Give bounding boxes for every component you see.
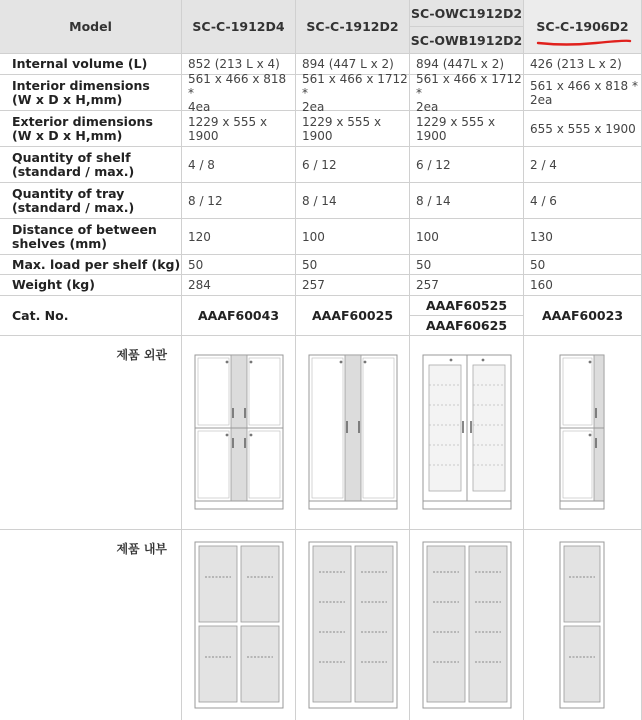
spec-value-text: 1229 x 555 x 1900 xyxy=(302,114,382,143)
spec-value-line: 2ea xyxy=(302,99,325,114)
row-label xyxy=(0,54,182,75)
interior-image-1 xyxy=(182,530,296,720)
spec-value xyxy=(524,111,642,147)
spec-value-text: 426 (213 L x 2) xyxy=(530,57,622,71)
spec-value xyxy=(524,255,642,275)
cat-no-4 xyxy=(524,296,642,336)
cat-no-text: AAAF60625 xyxy=(425,318,508,333)
exterior-image-1 xyxy=(182,336,296,530)
row-label-line: (standard / max.) xyxy=(12,199,135,215)
spec-value xyxy=(410,219,524,255)
spec-value-text: 6 / 12 xyxy=(302,157,337,172)
spec-value xyxy=(182,147,296,183)
cat-label-text: Cat. No. xyxy=(12,307,69,323)
exterior-image-4 xyxy=(524,336,642,530)
header-model-label xyxy=(0,0,182,54)
cat-no-text: AAAF60023 xyxy=(541,308,624,323)
spec-value xyxy=(296,255,410,275)
spec-value xyxy=(182,219,296,255)
exterior-image-3 xyxy=(410,336,524,530)
spec-value xyxy=(410,183,524,219)
cabinet-glass-door-interior-icon xyxy=(421,540,513,710)
spec-value-text: 4 / 6 xyxy=(530,193,557,208)
spec-value-text: 4 / 8 xyxy=(188,157,215,172)
spec-value xyxy=(296,275,410,296)
row-label xyxy=(0,275,182,296)
interior-image-3 xyxy=(410,530,524,720)
row-label xyxy=(0,255,182,275)
row-label xyxy=(0,147,182,183)
row-label-line: Quantity of tray xyxy=(12,185,125,201)
spec-value-text: 655 x 555 x 1900 xyxy=(530,121,636,136)
model-name: SC-C-1912D4 xyxy=(192,19,285,34)
spec-value-text: 852 (213 L x 4) xyxy=(188,57,280,71)
interior-label-text: 제품 내부 xyxy=(116,542,167,556)
cat-no-text: AAAF60025 xyxy=(311,308,394,323)
spec-value xyxy=(182,183,296,219)
row-label-line: Max. load per shelf (kg) xyxy=(12,256,181,272)
model-name: SC-OWC1912D2 xyxy=(410,5,523,21)
cat-no-text: AAAF60525 xyxy=(425,298,508,313)
spec-value-text: 50 xyxy=(302,257,318,272)
spec-value-line: 561 x 466 x 1712 * xyxy=(416,71,522,100)
row-label xyxy=(0,111,182,147)
spec-value-text: 50 xyxy=(530,257,546,272)
header-model-2 xyxy=(296,0,410,54)
row-label-line: Internal volume (L) xyxy=(12,56,148,71)
exterior-label-text: 제품 외관 xyxy=(116,348,167,362)
spec-value-text: 160 xyxy=(530,278,553,292)
spec-value xyxy=(524,54,642,75)
spec-value-text: 257 xyxy=(416,278,439,292)
spec-value-text: 130 xyxy=(530,229,553,244)
model-name: SC-C-1906D2 xyxy=(536,19,629,34)
spec-value xyxy=(296,219,410,255)
spec-value-text: 894 (447L x 2) xyxy=(416,57,505,71)
spec-value xyxy=(410,71,524,114)
spec-value-text: 894 (447 L x 2) xyxy=(302,57,394,71)
spec-value xyxy=(296,71,410,114)
model-name: SC-OWB1912D2 xyxy=(410,32,523,48)
spec-value-text: 6 / 12 xyxy=(416,157,451,172)
spec-value xyxy=(296,183,410,219)
spec-value xyxy=(524,183,642,219)
row-label-line: (W x D x H,mm) xyxy=(12,91,123,107)
spec-value-text: 8 / 14 xyxy=(416,193,451,208)
spec-value xyxy=(182,275,296,296)
row-label xyxy=(0,219,182,255)
interior-image-4 xyxy=(524,530,642,720)
header-model-1 xyxy=(182,0,296,54)
model-name: SC-C-1912D2 xyxy=(306,19,399,34)
highlight-underline xyxy=(536,39,632,47)
spec-value xyxy=(410,255,524,275)
exterior-image-2 xyxy=(296,336,410,530)
spec-value xyxy=(410,111,524,147)
cat-no-3a xyxy=(410,296,524,316)
row-label-line: Exterior dimensions xyxy=(12,113,153,129)
row-label-line: Interior dimensions xyxy=(12,77,150,93)
row-label-line: shelves (mm) xyxy=(12,235,107,251)
spec-value-line: 561 x 466 x 818 * xyxy=(188,71,287,100)
interior-label xyxy=(0,530,182,720)
cat-no-1 xyxy=(182,296,296,336)
spec-value-text: 257 xyxy=(302,278,325,292)
interior-image-2 xyxy=(296,530,410,720)
spec-value-text: 284 xyxy=(188,278,211,292)
spec-value xyxy=(524,75,642,111)
spec-value-text: 100 xyxy=(302,229,325,244)
spec-value xyxy=(182,111,296,147)
cat-no-text: AAAF60043 xyxy=(197,308,280,323)
spec-value xyxy=(524,219,642,255)
spec-value xyxy=(296,147,410,183)
spec-value-text: 2 / 4 xyxy=(530,157,557,172)
spec-value-line: 2ea xyxy=(416,99,439,114)
spec-value-text: 50 xyxy=(416,257,432,272)
cat-no-2 xyxy=(296,296,410,336)
row-label-line: Distance of between xyxy=(12,221,157,237)
spec-value xyxy=(182,71,296,114)
spec-value xyxy=(296,111,410,147)
cat-no-3b xyxy=(410,316,524,336)
spec-value-line: 561 x 466 x 818 * xyxy=(530,78,638,93)
row-label-line: Quantity of shelf xyxy=(12,149,131,165)
exterior-label xyxy=(0,336,182,530)
spec-value-line: 561 x 466 x 1712 * xyxy=(302,71,408,100)
cabinet-2door-exterior-icon xyxy=(307,353,399,513)
spec-value-text: 100 xyxy=(416,229,439,244)
cabinet-narrow-exterior-icon xyxy=(558,353,608,513)
row-label xyxy=(0,75,182,111)
spec-value xyxy=(410,275,524,296)
spec-value xyxy=(182,255,296,275)
spec-value-text: 8 / 14 xyxy=(302,193,337,208)
spec-value xyxy=(524,147,642,183)
header-model-3a xyxy=(410,0,524,27)
row-label-line: (standard / max.) xyxy=(12,163,135,179)
spec-value-text: 1229 x 555 x 1900 xyxy=(416,114,496,143)
cat-label xyxy=(0,296,182,336)
spec-value-text: 120 xyxy=(188,229,211,244)
spec-value-line: 4ea xyxy=(188,99,211,114)
spec-value xyxy=(410,147,524,183)
spec-value-text: 50 xyxy=(188,257,204,272)
cabinet-glass-door-exterior-icon xyxy=(421,353,513,513)
header-model-3b xyxy=(410,27,524,54)
cabinet-4door-interior-icon xyxy=(193,540,285,710)
spec-value-text: 1229 x 555 x 1900 xyxy=(188,114,268,143)
cabinet-narrow-interior-icon xyxy=(558,540,608,710)
cabinet-4door-exterior-icon xyxy=(193,353,285,513)
header-model-text: Model xyxy=(69,19,112,34)
row-label-line: (W x D x H,mm) xyxy=(12,127,123,143)
row-label xyxy=(0,183,182,219)
row-label-line: Weight (kg) xyxy=(12,277,95,292)
cabinet-2door-interior-icon xyxy=(307,540,399,710)
spec-value-line: 2ea xyxy=(530,92,553,107)
spec-value xyxy=(524,275,642,296)
spec-value-text: 8 / 12 xyxy=(188,193,223,208)
